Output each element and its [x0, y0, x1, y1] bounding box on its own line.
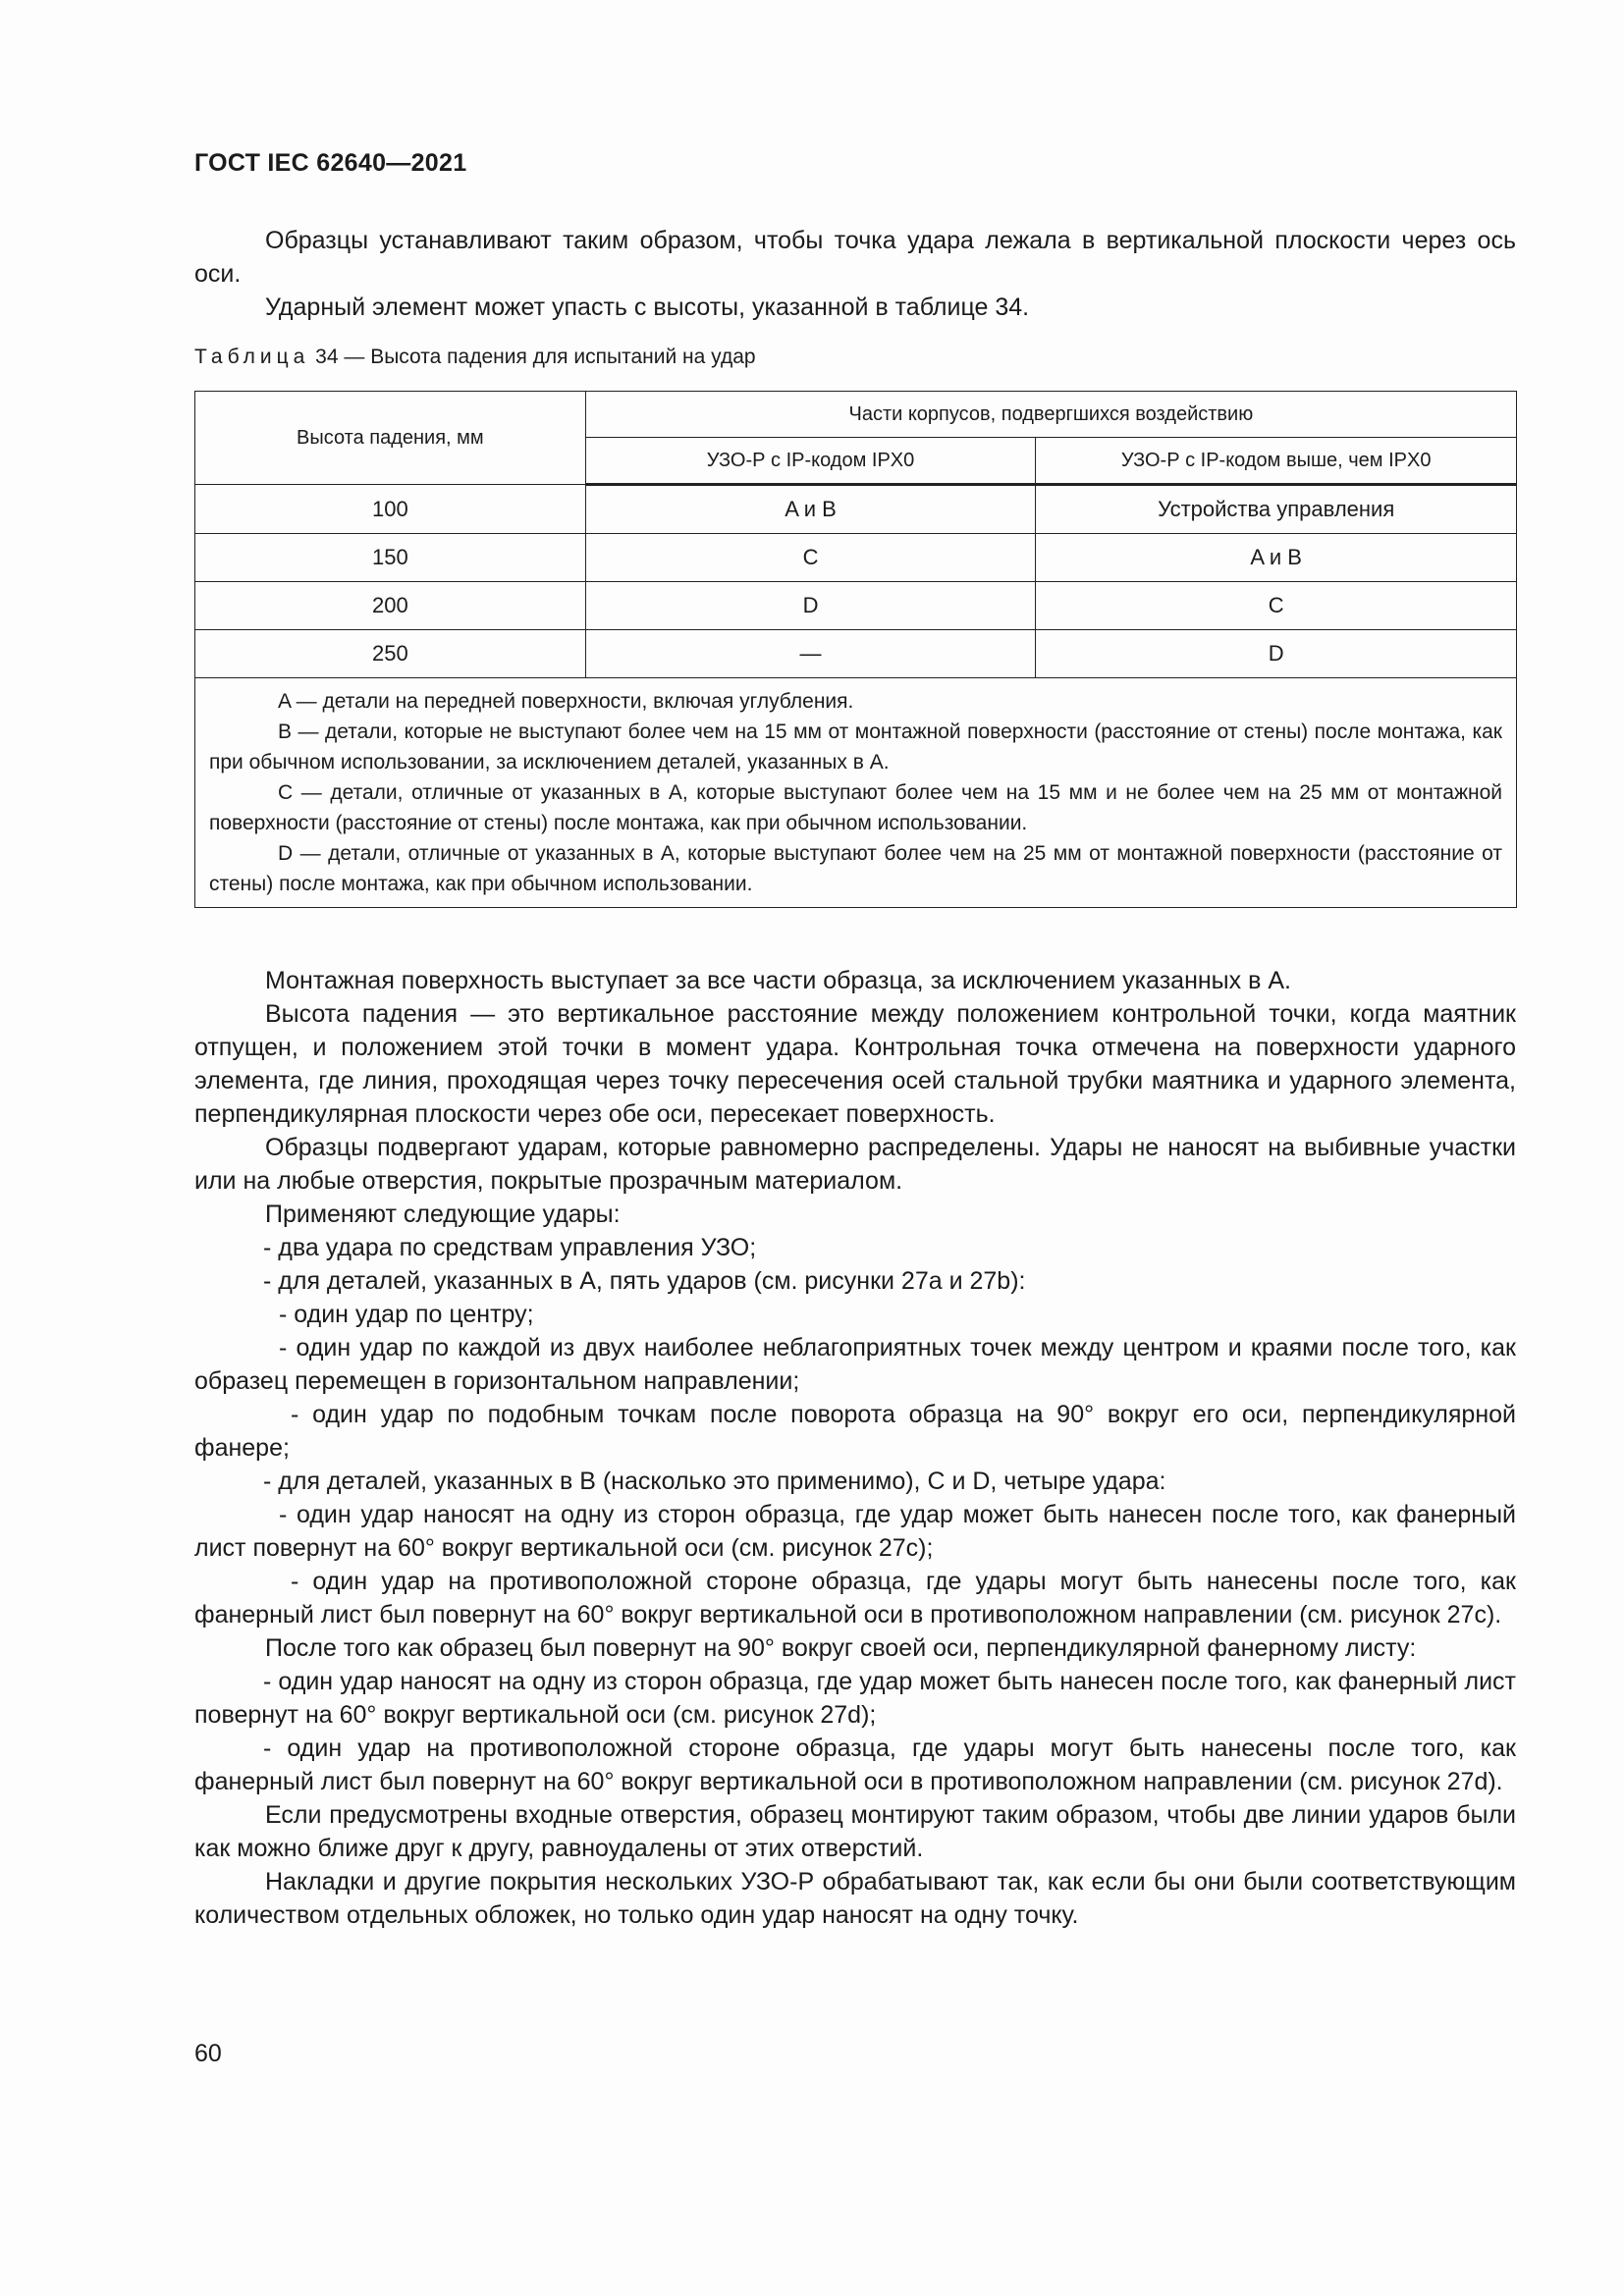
table-note: B — детали, которые не выступают более чем на 15 мм от монтажной поверхности (расстояние от стены) после монтажа, как при обычном использовании, за исключением деталей, указанных в A. — [209, 721, 1502, 774]
table-caption — [194, 346, 756, 369]
cell-height: 150 — [195, 534, 586, 582]
table-row — [195, 485, 1517, 534]
cell-height: 200 — [195, 582, 586, 630]
paragraph: Образцы подвергают ударам, которые равномерно распределены. Удары не наносят на выбивные участки или на любые отверстия, покрытые прозрачным материалом. — [194, 1134, 1516, 1195]
list-item: - один удар на противоположной стороне образца, где удары могут быть нанесены после того, как фанерный лист был повернут на 60° вокруг вертикальной оси в противоположном направлении (см. рисунок 27d). — [194, 1735, 1516, 1795]
list-item: - один удар наносят на одну из сторон образца, где удар может быть нанесен после того, как фанерный лист повернут на 60° вокруг вертикальной оси (см. рисунок 27d); — [194, 1668, 1516, 1729]
body-section — [194, 964, 1516, 1932]
table-note: C — детали, отличные от указанных в A, которые выступают более чем на 15 мм и не более чем на 25 мм от монтажной поверхности (расстояние от стены) после монтажа, как при обычном использовании. — [209, 781, 1502, 834]
table-caption-text: 34 — Высота падения для испытаний на удар — [309, 346, 756, 368]
paragraph: Образцы устанавливают таким образом, чтобы точка удара лежала в вертикальной плоскости через ось оси. — [194, 227, 1516, 288]
paragraph: Ударный элемент может упасть с высоты, указанной в таблице 34. — [265, 294, 1030, 321]
cell-above: A и B — [1036, 534, 1517, 582]
paragraph: Монтажная поверхность выступает за все части образца, за исключением указанных в A. — [265, 967, 1291, 994]
header-above-ipx0: УЗО-Р с IP-кодом выше, чем IPX0 — [1036, 438, 1517, 485]
cell-height: 100 — [195, 485, 586, 534]
cell-ipx0: C — [585, 534, 1036, 582]
paragraph: Накладки и другие покрытия нескольких УЗО-Р обрабатывают так, как если бы они были соответствующим количеством отдельных обложек, но только один удар наносят на одну точку. — [194, 1868, 1516, 1929]
paragraph: После того как образец был повернут на 90° вокруг своей оси, перпендикулярной фанерному листу: — [265, 1634, 1417, 1662]
header-ipx0: УЗО-Р с IP-кодом IPX0 — [585, 438, 1036, 485]
cell-height: 250 — [195, 630, 586, 678]
cell-above: Устройства управления — [1036, 485, 1517, 534]
page-number: 60 — [194, 2040, 222, 2067]
paragraph: Высота падения — это вертикальное расстояние между положением контрольной точки, когда маятник отпущен, и положением этой точки в момент удара. Контрольная точка отмечена на поверхности ударного элемента, где линия, проходящая через точку пересечения осей стальной трубки маятника и ударного элемента, перпендикулярная плоскости через обе оси, пересекает поверхность. — [194, 1000, 1516, 1128]
table-row — [195, 534, 1517, 582]
intro-section — [194, 224, 1516, 324]
table-row — [195, 582, 1517, 630]
table-caption-label: Таблица — [194, 346, 310, 368]
cell-ipx0: A и B — [585, 485, 1036, 534]
cell-above: C — [1036, 582, 1517, 630]
table-row — [195, 630, 1517, 678]
list-item: - один удар по каждой из двух наиболее неблагоприятных точек между центром и краями после того, как образец перемещен в горизонтальном направлении; — [194, 1334, 1516, 1395]
list-item: - два удара по средствам управления УЗО; — [263, 1234, 757, 1261]
list-item: - один удар наносят на одну из сторон образца, где удар может быть нанесен после того, как фанерный лист повернут на 60° вокруг вертикальной оси (см. рисунок 27c); — [194, 1501, 1516, 1562]
cell-ipx0: D — [585, 582, 1036, 630]
list-item: - один удар по центру; — [279, 1301, 534, 1328]
table-notes — [195, 678, 1517, 908]
header-drop-height: Высота падения, мм — [195, 392, 586, 485]
table-note: D — детали, отличные от указанных в A, которые выступают более чем на 25 мм от монтажной поверхности (расстояние от стены) после монтажа, как при обычном использовании. — [209, 842, 1502, 895]
list-item: - для деталей, указанных в B (насколько это применимо), C и D, четыре удара: — [263, 1468, 1166, 1495]
cell-ipx0: — — [585, 630, 1036, 678]
list-item: - один удар по подобным точкам после поворота образца на 90° вокруг его оси, перпендикулярной фанере; — [194, 1401, 1516, 1462]
list-item: - для деталей, указанных в A, пять ударов (см. рисунки 27a и 27b): — [263, 1267, 1026, 1295]
paragraph: Если предусмотрены входные отверстия, образец монтируют таким образом, чтобы две линии ударов были как можно ближе друг к другу, равноудалены от этих отверстий. — [194, 1801, 1516, 1862]
cell-above: D — [1036, 630, 1517, 678]
drop-height-table — [194, 391, 1517, 908]
document-header: ГОСТ IEC 62640—2021 — [194, 149, 467, 177]
header-enclosure-parts: Части корпусов, подвергшихся воздействию — [585, 392, 1516, 438]
paragraph: Применяют следующие удары: — [265, 1201, 621, 1228]
table-note: A — детали на передней поверхности, включая углубления. — [278, 690, 854, 713]
list-item: - один удар на противоположной стороне образца, где удары могут быть нанесены после того, как фанерный лист был повернут на 60° вокруг вертикальной оси в противоположном направлении (см. рисунок 27c). — [194, 1568, 1516, 1629]
